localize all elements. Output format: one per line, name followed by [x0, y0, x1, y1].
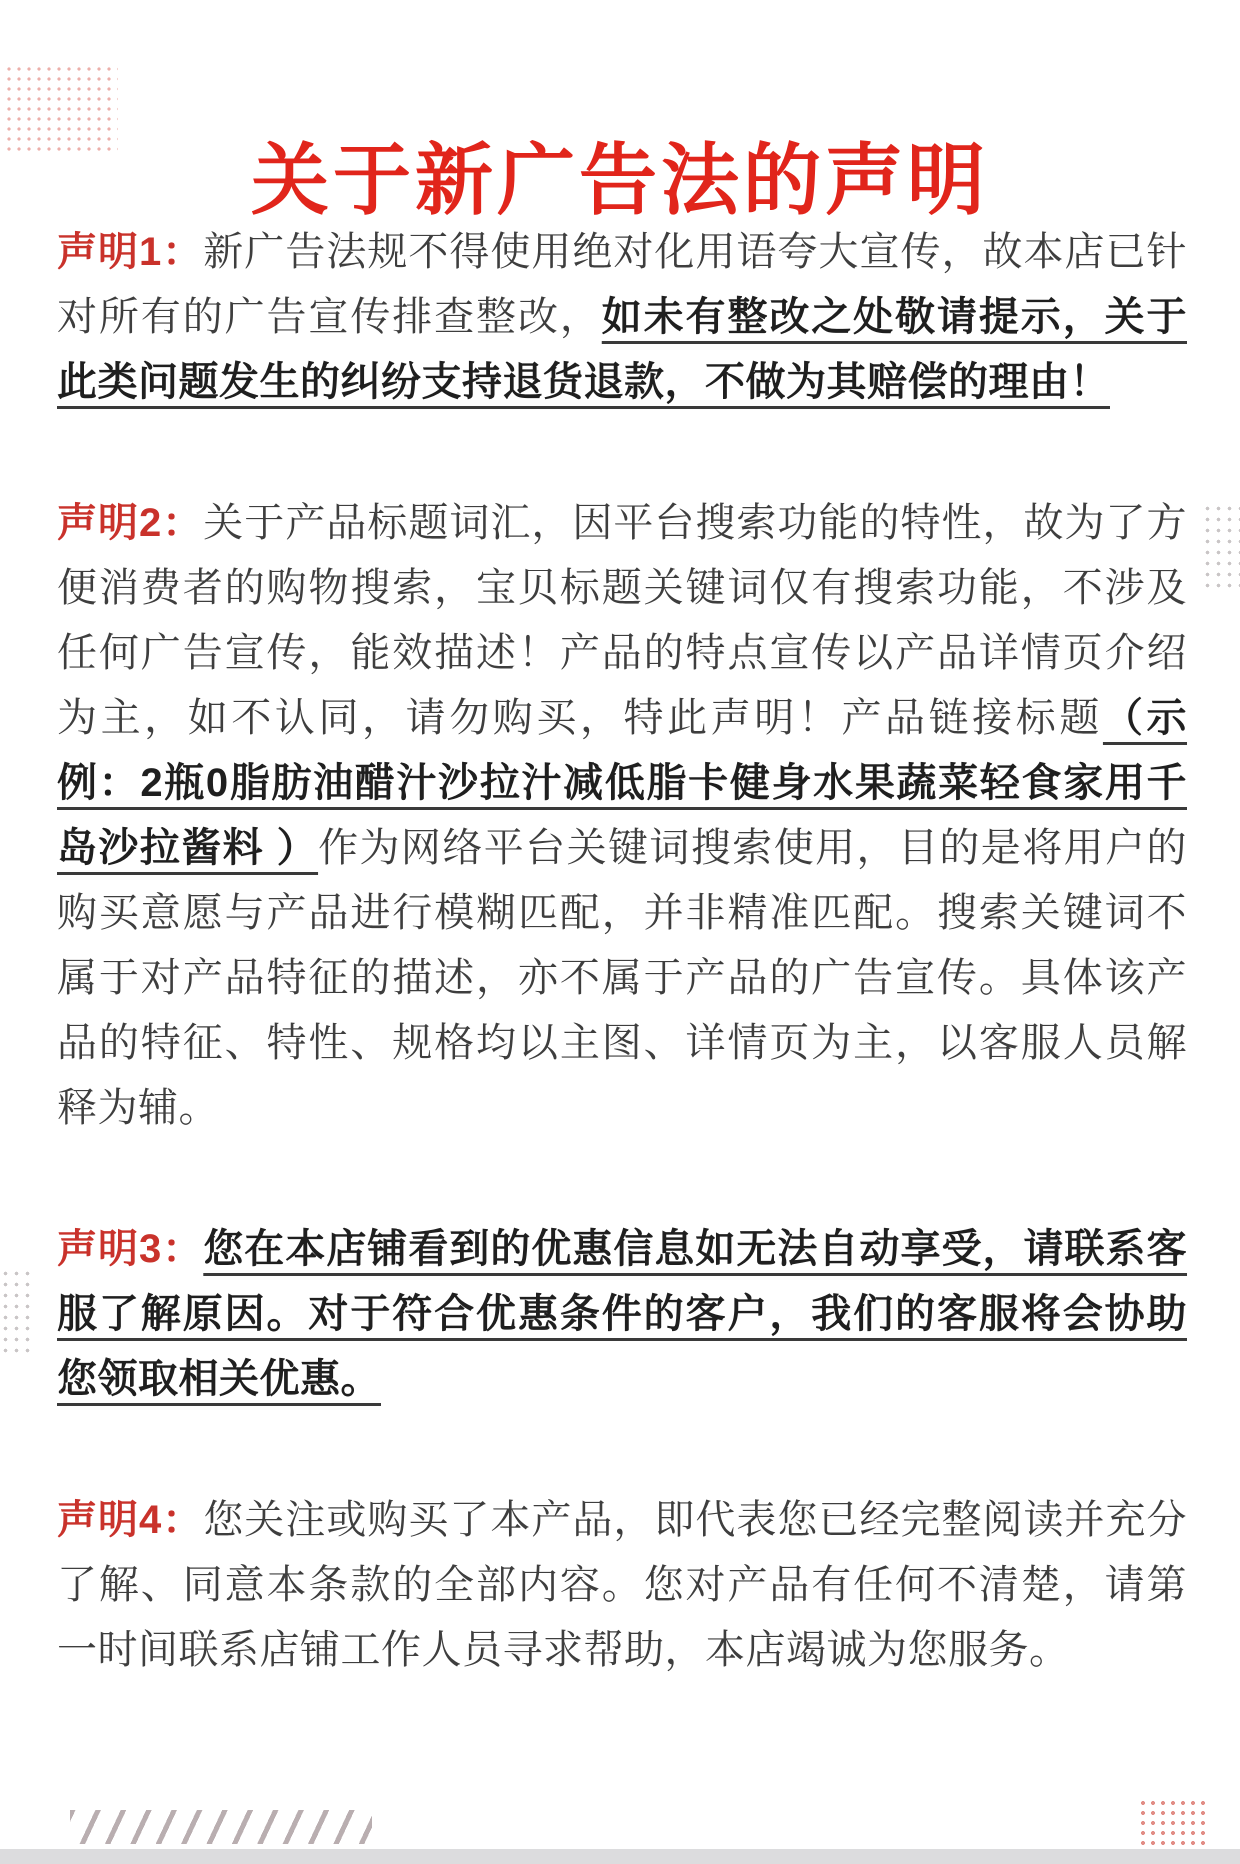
statement-2-example-title-text: （示例：2瓶0脂肪油醋汁沙拉汁减低脂卡健身水果蔬菜轻食家用千岛沙拉酱料 ） — [57, 696, 1188, 870]
dot-grid-right-edge — [1202, 503, 1240, 593]
page-title: 关于新广告法的声明 — [250, 136, 989, 225]
statement-1 — [57, 220, 1187, 415]
statement-3 — [57, 1217, 1187, 1412]
statement-2-text-continued: 作为网络平台关键词搜索使用，目的是将用户的购买意愿与产品进行模糊匹配，并非精准匹配。搜索关键词不属于对产品特征的描述，亦不属于产品的广告宣传。具体该产品的特征、特性、规格均以主图、详情页为主，以客服人员解释为辅。 — [57, 826, 1187, 1130]
statement-3-label: 声明3： — [57, 1227, 204, 1271]
dot-grid-left-edge — [0, 1268, 36, 1354]
statement-2-label: 声明2： — [57, 501, 204, 545]
diagonal-slashes-decoration — [70, 1810, 372, 1844]
statement-1-emphasis-text: 如未有整改之处敬请提示，关于此类问题发生的纠纷支持退货退款，不做为其赔偿的理由！ — [57, 295, 1187, 404]
statements-container — [57, 220, 1187, 1683]
statement-1-label: 声明1： — [57, 230, 204, 274]
bottom-gray-bar — [0, 1849, 1240, 1864]
statement-1-text: 新广告法规不得使用绝对化用语夸大宣传，故本店已针对所有的广告宣传排查整改， — [57, 230, 1188, 339]
statement-4 — [57, 1488, 1187, 1683]
statement-3-emphasis-text: 您在本店铺看到的优惠信息如无法自动享受，请联系客服了解原因。对于符合优惠条件的客户，我们的客服将会协助您领取相关优惠。 — [57, 1227, 1188, 1401]
statement-2 — [57, 491, 1187, 1141]
statement-4-label: 声明4： — [57, 1498, 204, 1542]
statement-4-text: 您关注或购买了本产品，即代表您已经完整阅读并充分了解、同意本条款的全部内容。您对产品有任何不清楚，请第一时间联系店铺工作人员寻求帮助，本店竭诚为您服务。 — [57, 1498, 1188, 1672]
statement-2-text: 关于产品标题词汇，因平台搜索功能的特性，故为了方便消费者的购物搜索，宝贝标题关键词仅有搜索功能，不涉及任何广告宣传，能效描述！产品的特点宣传以产品详情页介绍为主，如不认同，请勿购买，特此声明！产品链接标题 — [57, 501, 1188, 740]
